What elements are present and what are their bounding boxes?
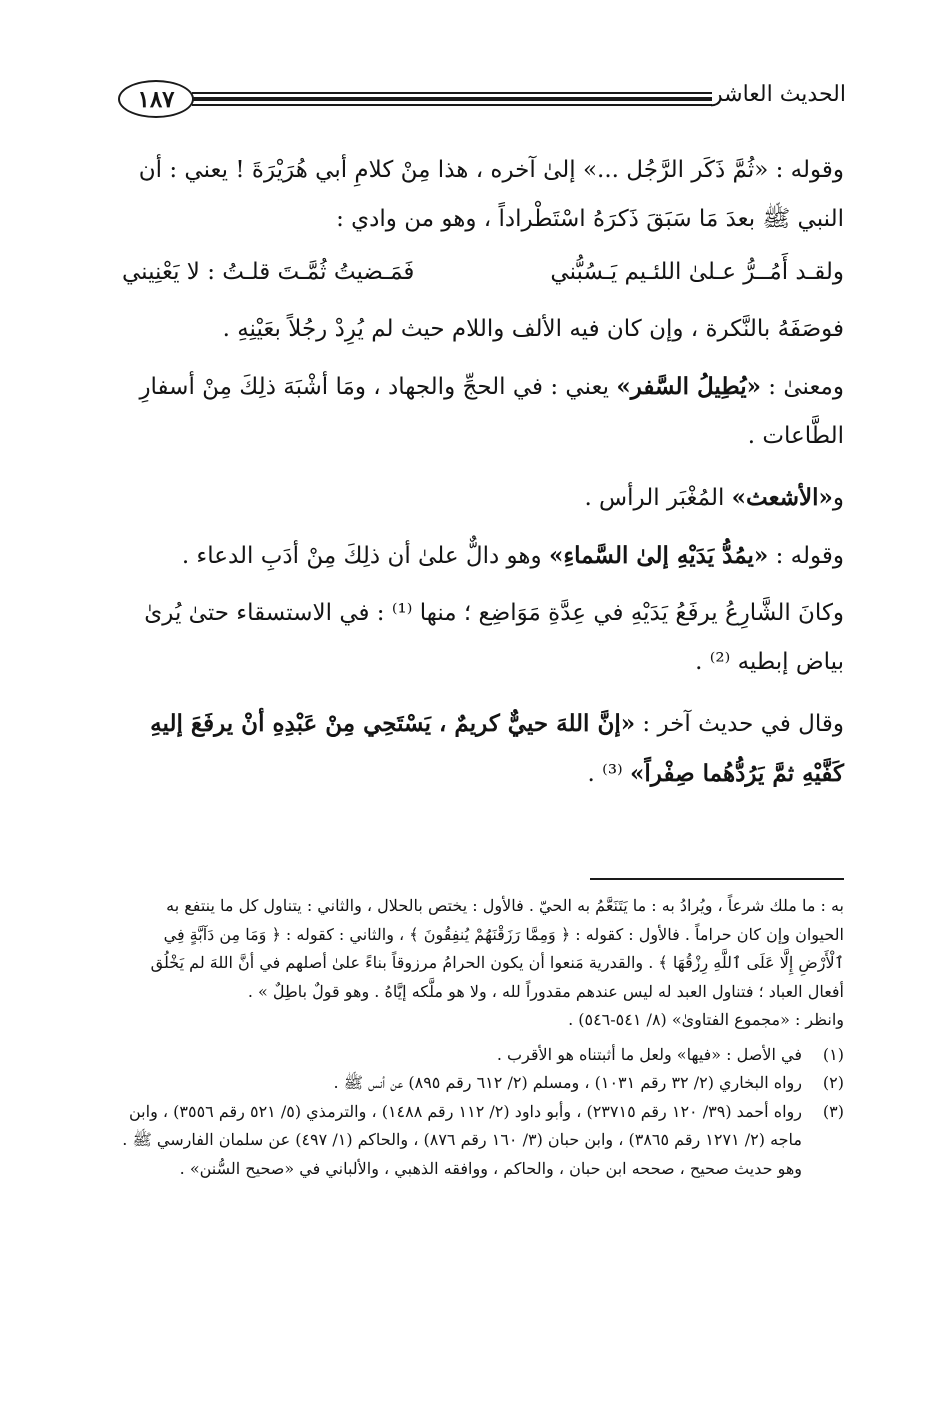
footnote-number: (١) bbox=[822, 1044, 844, 1064]
footnote-continuation: به : ما ملك شرعاً ، ويُرادُ به : ما يَتَنَعَّمُ به الحيّ . فالأول : يختص بالحلال ، والثاني : يتناول كل ما ينتفع به الحيوان وإن كان حراماً . فالأول : كقوله : ﴿ وَمِمَّا رَزَقْنَهُمْ يُنفِقُونَ ﴾ ، والثاني : كقوله : ﴿ وَمَا مِن دَآبَّةٍ فِي ٱلْأَرْضِ إِلَّا عَلَى ٱللَّهِ رِزْقُهَا ﴾ . والقدرية مَنعوا أن يكون الحرامُ مرزوقاً بناءً علىٰ أصلهم في أنَّ اللهَ لم يَخْلُق أفعال العباد ؛ فتناول العبد له ليس عندهم مقدوراً لله ، ولا هو ملَّكه إيَّاهُ . وهو قولٌ باطِلٌ » . bbox=[150, 896, 844, 1001]
footnote-see-also: وانظر : «مجموع الفتاوىٰ» (٨/ ٥٤١-٥٤٦) . bbox=[568, 1010, 844, 1029]
quote-hands: «يمُدُّ يَدَيْهِ إلىٰ السَّماءِ» bbox=[548, 542, 769, 569]
footnote-list bbox=[122, 1041, 844, 1184]
paragraph-hands: وقوله : «يمُدُّ يَدَيْهِ إلىٰ السَّماءِ» وهو دالٌّ علىٰ أن ذلِكَ مِنْ أدَبِ الدعاء . bbox=[181, 542, 844, 569]
footnote-text: رواه البخاري (٢/ ٣٢ رقم ١٠٣١) ، ومسلم (٢/ ٦١٢ رقم ٨٩٥) عن أنس ﷺ . bbox=[333, 1073, 802, 1092]
footnotes bbox=[122, 892, 844, 1183]
footnote-number: (٣) bbox=[822, 1101, 844, 1121]
quote-safar: «يُطِيلُ السَّفر» bbox=[616, 373, 761, 400]
footnote-number: (٢) bbox=[822, 1073, 844, 1092]
quote-ashath: «الأشعث» bbox=[731, 484, 833, 511]
paragraph-ashath: و«الأشعث» المُغْبَر الرأس . bbox=[584, 484, 844, 511]
page-number: ١٨٧ bbox=[118, 80, 194, 118]
quote-hadith: «إنَّ اللهَ حييٌّ كريمٌ ، يَسْتَحِي مِنْ عَبْدِهِ أنْ يرفَعَ إليهِ كَفَّيْهِ ثمَّ يَرُدُّهُما صِفْراً» bbox=[150, 710, 844, 787]
running-title: الحديث العاشر bbox=[712, 82, 846, 107]
paragraph-intro: وقوله : «ثُمَّ ذَكَر الرَّجُل ...» إلىٰ آخره ، هذا مِنْ كلامِ أبي هُرَيْرَةَ ! يعني : أن النبي ﷺ بعدَ مَا سَبَقَ ذَكرَهُ اسْتَطْراداً ، وهو من وادي : bbox=[138, 157, 844, 232]
page-header bbox=[118, 78, 846, 124]
footnote-item bbox=[122, 1098, 844, 1184]
main-text bbox=[122, 146, 844, 799]
footnote-separator bbox=[590, 878, 844, 880]
paragraph-istisqa: وكانَ الشَّارِعُ يرفَعُ يَدَيْهِ في عِدَّةِ مَوَاضِع ؛ منها ⁽¹⁾ : في الاستسقاء حتىٰ يُرىٰ بياض إبطيه ⁽²⁾ . bbox=[144, 600, 844, 675]
footnote-item bbox=[122, 1041, 844, 1070]
poetry-verse bbox=[122, 248, 844, 297]
footnote-text: في الأصل : «فيها» ولعل ما أثبتناه هو الأقرب . bbox=[496, 1044, 802, 1064]
footnote-item bbox=[122, 1069, 844, 1098]
footnote-text: رواه أحمد (٣٩/ ١٢٠ رقم ٢٣٧١٥) ، وأبو داود (٢/ ١١٢ رقم ١٤٨٨) ، والترمذي (٥/ ٥٢١ رقم ٣٥٥٦) ، وابن ماجه (٢/ ١٢٧١ رقم ٣٨٦٥) ، وابن حبان (٣/ ١٦٠ رقم ٨٧٦) ، والحاكم (١/ ٤٩٧) عن سلمان الفارسي ﷺ . وهو حديث صحيح ، صححه ابن حبان ، والحاكم ، ووافقه الذهبي ، والألباني في «صحيح السُّنن» . bbox=[122, 1101, 802, 1178]
verse-second-hemistich: فَمَـضيتُ ثُمَّـتَ قلـتُ : لا يَعْنِيني bbox=[122, 259, 415, 285]
verse-first-hemistich: ولقـد أَمُــرُّ عـلىٰ اللئـيم يَـسُبُّني bbox=[550, 259, 844, 285]
header-rule bbox=[192, 92, 712, 106]
paragraph-nakira: فوصَفَهُ بالنَّكرة ، وإن كان فيه الألف واللام حيث لم يُرِدْ رجُلاً بعَيْنِهِ . bbox=[222, 316, 844, 342]
paragraph-safar: ومعنىٰ : «يُطِيلُ السَّفر» يعني : في الحجِّ والجهاد ، ومَا أشْبَهَ ذلِكَ مِنْ أسفارِ الطَّاعات . bbox=[139, 373, 844, 449]
paragraph-hadith: وقال في حديث آخر : «إنَّ اللهَ حييٌّ كريمٌ ، يَسْتَحِي مِنْ عَبْدِهِ أنْ يرفَعَ إليهِ كَفَّيْهِ ثمَّ يَرُدُّهُما صِفْراً» ⁽³⁾ . bbox=[150, 710, 844, 787]
